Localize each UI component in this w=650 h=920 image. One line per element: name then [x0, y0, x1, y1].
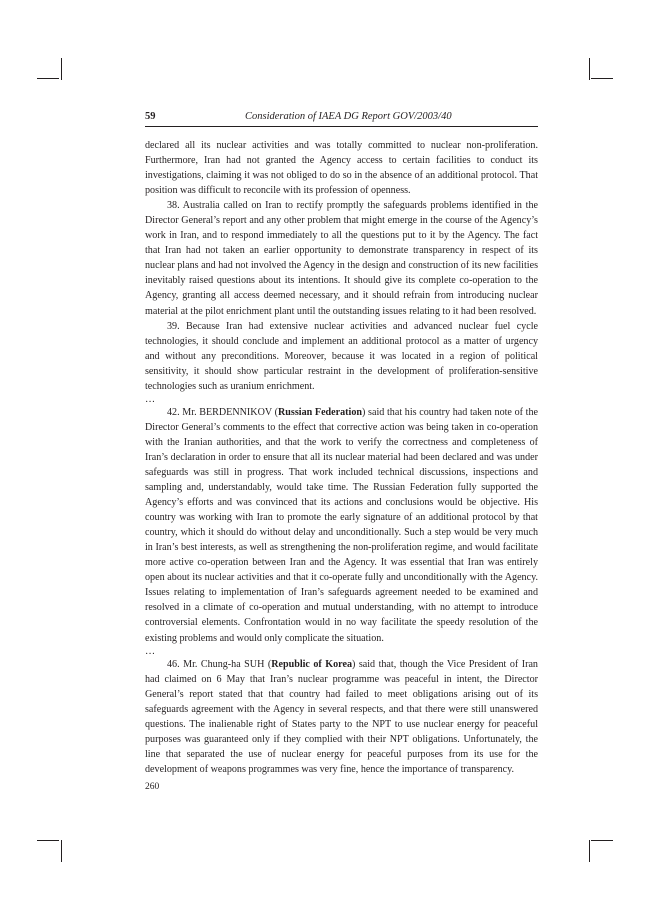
- paragraph: declared all its nuclear activities and was totally committed to nuclear non-proliferation. Furthermore, Iran had not granted the Agency access to certain facilities to conduct its investigations, claiming it was not obliged to do so in the absence of an additional protocol. That position was difficult to reconcile with its profession of openness.: [145, 140, 538, 197]
- crop-mark: [591, 840, 613, 841]
- crop-mark: [589, 58, 590, 80]
- crop-mark: [61, 58, 62, 80]
- paragraph: [145, 405, 538, 646]
- ellipsis: …: [145, 393, 156, 405]
- paragraph-rest: ) said that, though the Vice President of Iran had claimed on 6 May that Iran’s nuclear programme was peaceful in intent, the Director General’s report stated that that country had failed to meet obligations arising out of its safeguards agreement with the Agency in several respects, and that there were still unanswered questions. The inalienable right of States party to the NPT to use nuclear energy for peaceful purposes was guaranteed only if they complied with their NPT obligations. Unfortunately, the line that separated the use of nuclear energy for peaceful purposes from its use for the development of weapons programmes was very fine, hence the importance of transparency.: [145, 658, 538, 775]
- body-text: [145, 138, 538, 777]
- paragraph: 39. Because Iran had extensive nuclear activities and advanced nuclear fuel cycle technologies, it should conclude and implement an additional protocol as a matter of urgency and without any preconditions. Moreover, because it was located in a region of political sensitivity, it should show particular restraint in the development of proliferation-sensitive technologies such as uranium enrichment.: [145, 320, 538, 392]
- country-name: Republic of Korea: [271, 658, 352, 670]
- country-name: Russian Federation: [278, 406, 363, 418]
- ellipsis: …: [145, 645, 156, 657]
- crop-mark: [37, 78, 59, 79]
- paragraph-rest: ) said that his country had taken note of the Director General’s comments to the effect that corrective action was being taken in co-operation with the Iranian authorities, and that the work to verify the correctness and completeness of Iran’s declaration in order to ensure that all its nuclear material had been declared and was under safeguards was still in progress. That work included technical discussions, inspections and sampling and, understandably, would take time. The Russian Federation fully supported the Agency’s efforts and was convinced that its actions and conclusions would be objective. His country was working with Iran to promote the early signature of an additional protocol by that country, which it should do without delay and unconditionally. Such a step would be very much in Iran’s best interests, as well as strengthening the non-proliferation regime, and would facilitate more active co-operation between Iran and the Agency. It was essential that Iran was entirely open about its nuclear activities and that it co-operate fully and unconditionally with the Agency. Issues relating to implementation of Iran’s safeguards agreement needed to be examined and resolved in a climate of co-operation and mutual understanding, with no attempt to introduce controversial elements. Confrontation would in no way facilitate the speedy resolution of the existing problems and would only complicate the situation.: [145, 406, 538, 644]
- crop-mark: [589, 840, 590, 862]
- page-number: 59: [145, 111, 156, 122]
- paragraph-lead: 46. Mr. Chung-ha SUH (: [167, 658, 272, 670]
- crop-mark: [37, 840, 59, 841]
- paragraph: 38. Australia called on Iran to rectify promptly the safeguards problems identified in the Director General’s report and any other problem that might emerge in the course of the Agency’s work in Iran, and to respond immediately to all the questions put to it by the Agency. The fact that Iran had not taken an earlier opportunity to demonstrate transparency in respect of its nuclear plans and had not involved the Agency in the design and construction of its new facilities inevitably raised questions about its intentions. It should give its complete co-operation to the Agency, granting all access deemed necessary, and it should refrain from introducing nuclear material at the pilot enrichment plant until the outstanding issues relating to it had been resolved.: [145, 200, 538, 317]
- running-header: [145, 110, 538, 127]
- running-title: Consideration of IAEA DG Report GOV/2003/40: [245, 111, 452, 122]
- paragraph: [145, 657, 538, 777]
- paragraph-lead: 42. Mr. BERDENNIKOV (: [167, 406, 279, 418]
- footer-page-number: 260: [145, 782, 160, 792]
- crop-mark: [61, 840, 62, 862]
- crop-mark: [591, 78, 613, 79]
